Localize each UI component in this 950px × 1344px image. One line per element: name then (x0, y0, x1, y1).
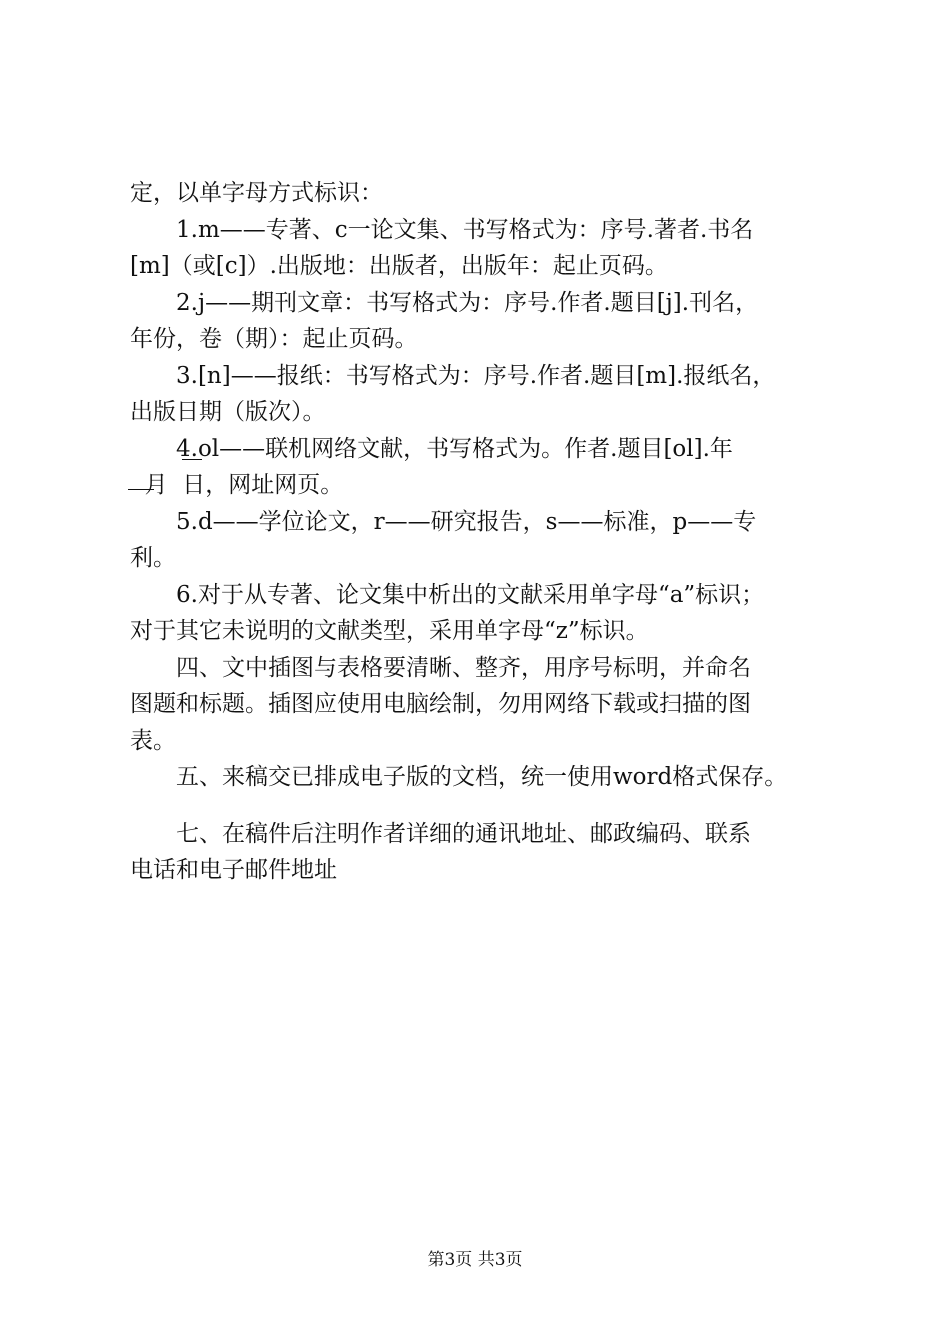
text-line: 3.[n]——报纸：书写格式为：序号.作者.题目[m].报纸名， (176, 362, 776, 389)
text-line: 四、文中插图与表格要清晰、整齐，用序号标明，并命名 (176, 654, 751, 681)
text-line-with-blanks: 月 日，网址网页。 (130, 467, 850, 504)
text-line: 电话和电子邮件地址 (130, 857, 337, 883)
text-line: 6.对于从专著、论文集中析出的文献采用单字母“a”标识； (176, 581, 765, 608)
text-line: 表。 (130, 727, 176, 754)
text-line: 4.ol——联机网络文献，书写格式为。作者.题目[ol].年 (176, 435, 733, 462)
text-line: 五、来稿交已排成电子版的文档，统一使用word格式保存。 (176, 764, 788, 790)
text-line: [m]（或[c]）.出版地：出版者，出版年：起止页码。 (130, 253, 668, 279)
paragraph-spacer (130, 796, 850, 816)
text-line: 利。 (130, 545, 176, 571)
text-line: 出版日期（版次）。 (130, 399, 326, 425)
page-number-footer: 第3页 共3页 (427, 1250, 523, 1270)
text-line: 定，以单字母方式标识： (130, 180, 383, 206)
text-line: 七、在稿件后注明作者详细的通讯地址、邮政编码、联系 (176, 820, 751, 847)
text-line: 2.j——期刊文章：书写格式为：序号.作者.题目[j].刊名， (176, 289, 759, 316)
text-line: 1.m——专著、c一论文集、书写格式为：序号.著者.书名 (176, 216, 754, 243)
text-line: 图题和标题。插图应使用电脑绘制，勿用网络下载或扫描的图 (130, 691, 751, 717)
text-line: 年份，卷（期）：起止页码。 (130, 326, 418, 352)
document-body (130, 175, 850, 889)
text-line: 对于其它未说明的文献类型，采用单字母“z”标识。 (130, 618, 649, 644)
text-line: 5.d——学位论文，r——研究报告，s——标准，p——专 (176, 508, 757, 535)
